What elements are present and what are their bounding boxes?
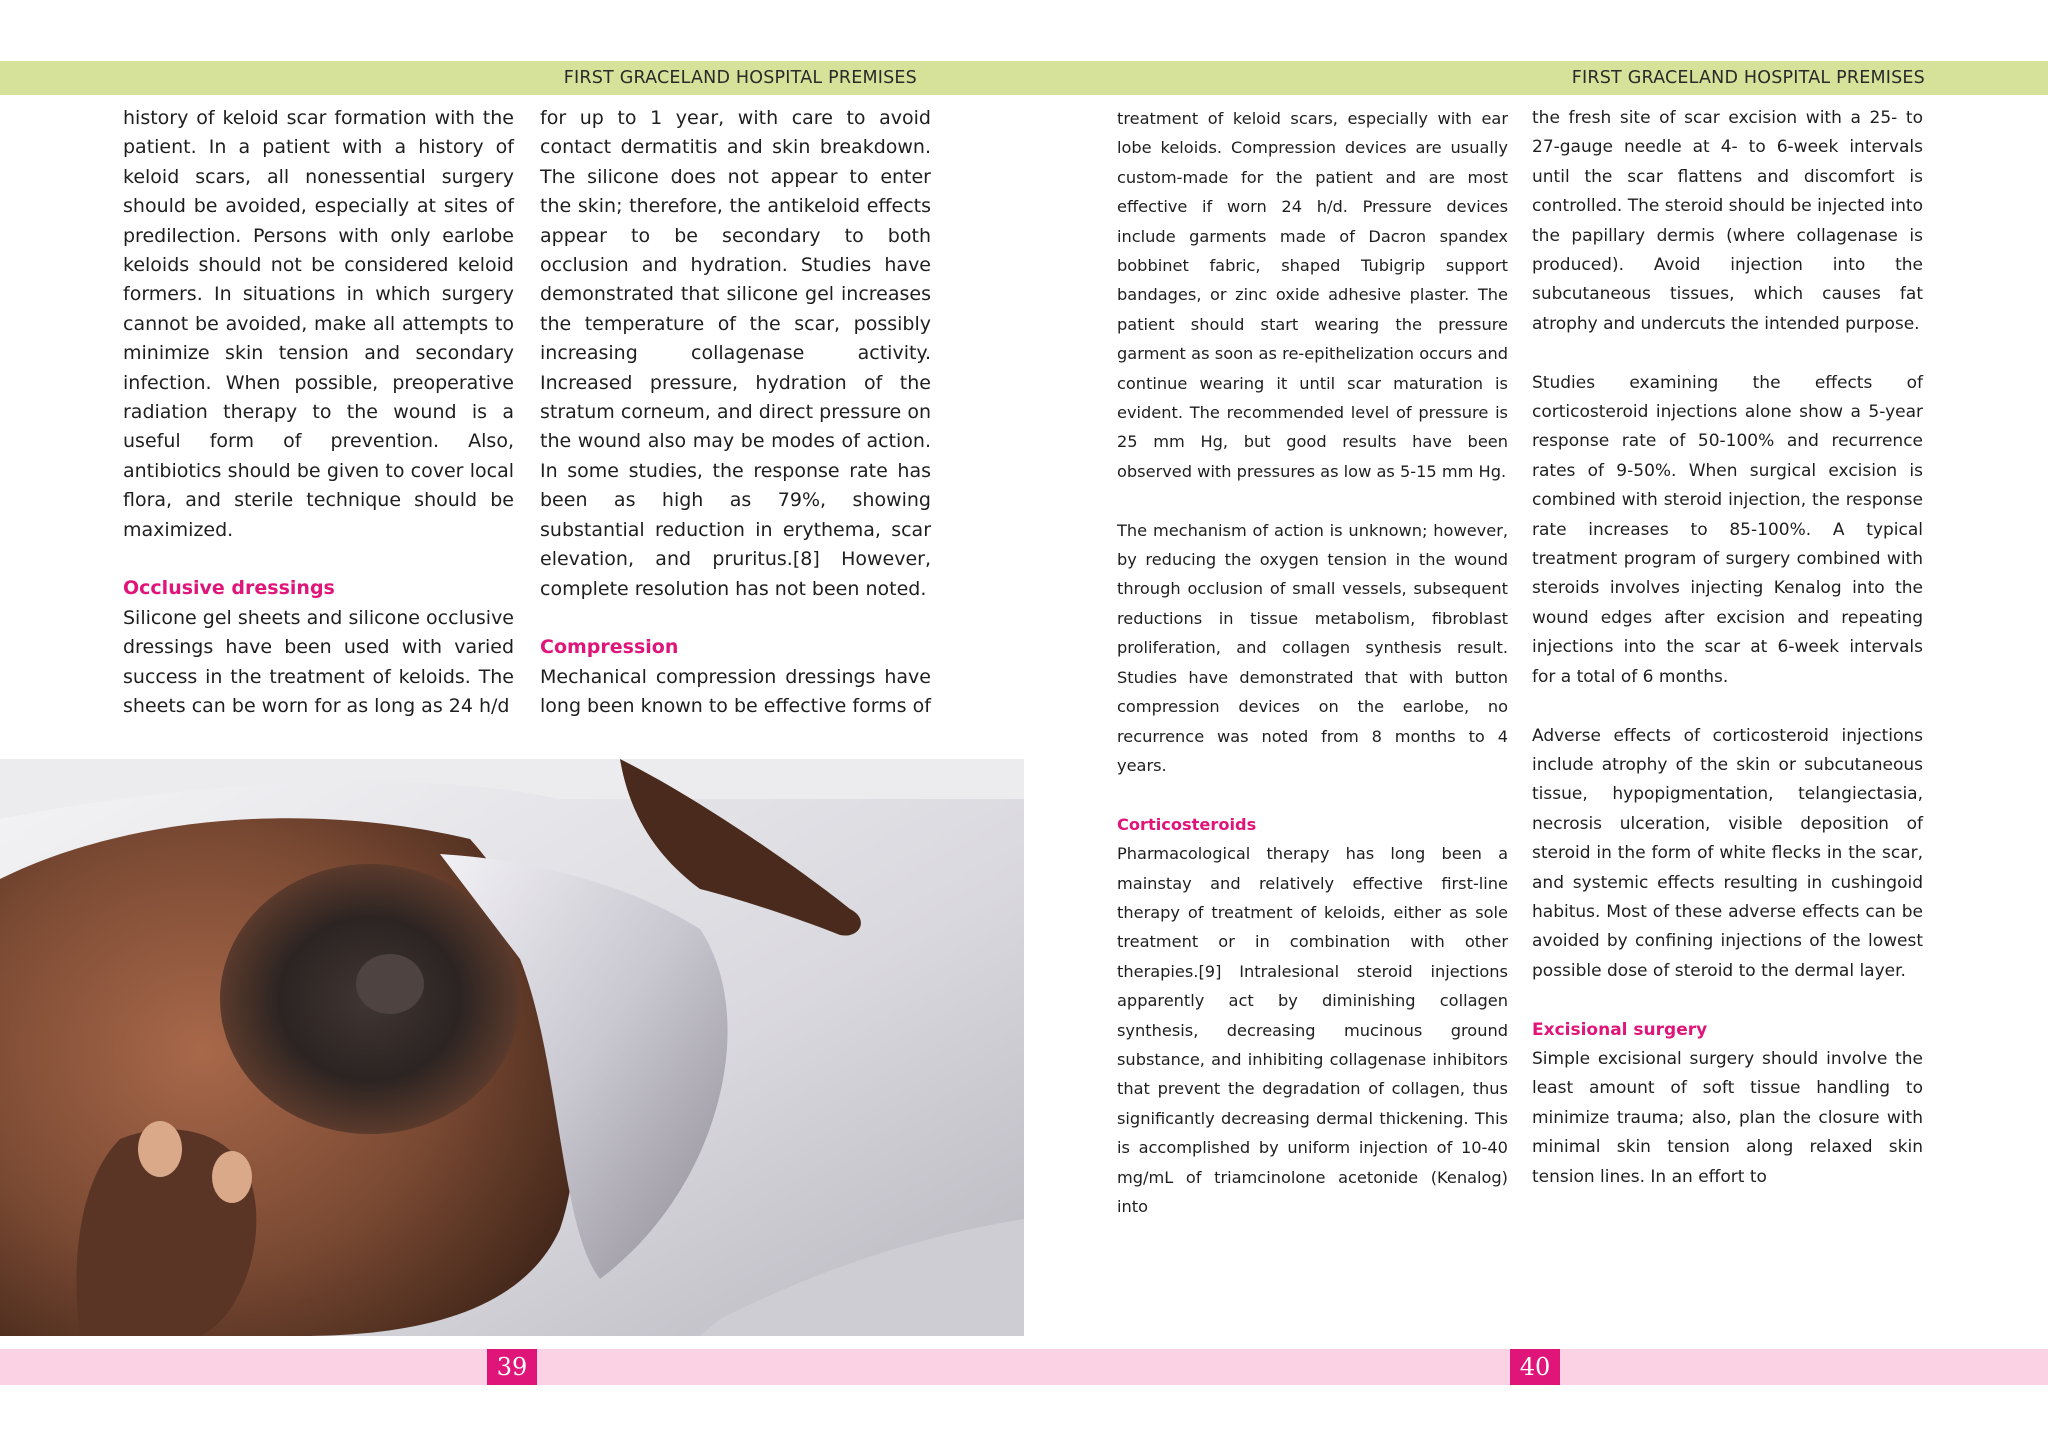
header-band-right	[1024, 61, 2048, 95]
paragraph-injection-technique: the fresh site of scar excision with a 25- to 27-gauge needle at 4- to 6-week intervals until the scar flattens and discomfort is controlled. The steroid should be injected into the papillary dermis (where collagenase is produced). Avoid injection into the subcutaneous tissues, which causes fat atrophy and undercuts the intended purpose.	[1532, 108, 1923, 334]
paragraph-keloid-prevention: history of keloid scar formation with the patient. In a patient with a history of keloid scars, all nonessential surgery should be avoided, especially at sites of predilection. Persons with only earlobe keloids should not be considered keloid formers. In situations in which surgery cannot be avoided, make all attempts to minimize skin tension and secondary infection. When possible, preoperative radiation therapy to the wound is a useful form of prevention. Also, antibiotics should be given to cover local flora, and sterile technique should be maximized.	[123, 107, 514, 541]
paragraph-adverse-effects: Adverse effects of corticosteroid injections include atrophy of the skin or subcutaneous tissue, hypopigmentation, telangiectasia, necrosis ulceration, visible deposition of steroid in the form of white flecks in the scar, and systemic effects resulting in cushingoid habitus. Most of these adverse effects can be avoided by confining injections of the lowest possible dose of steroid to the dermal layer.	[1532, 725, 1923, 981]
running-header-left: FIRST GRACELAND HOSPITAL PREMISES	[563, 68, 917, 88]
heading-corticosteroids: Corticosteroids	[1117, 814, 1257, 834]
running-header-right: FIRST GRACELAND HOSPITAL PREMISES	[1571, 68, 1925, 88]
paragraph-excisional-surgery: Simple excisional surgery should involve the least amount of soft tissue handling to minimize trauma; also, plan the closure with minimal skin tension along relaxed skin tension lines. In an effort to	[1532, 1048, 1923, 1187]
paragraph-mechanism: The mechanism of action is unknown; however, by reducing the oxygen tension in the wound through occlusion of small vessels, subsequent reductions in tissue metabolism, fibroblast proliferation, and collagen synthesis result. Studies have demonstrated that with button compression devices on the earlobe, no recurrence was noted from 8 months to 4 years.	[1117, 520, 1508, 775]
paragraph-silicone-effects: for up to 1 year, with care to avoid contact dermatitis and skin breakdown. The silicone does not appear to enter the skin; therefore, the antikeloid effects appear to be secondary to both occlusion and hydration. Studies have demonstrated that silicone gel increases the temperature of the scar, possibly increasing collagenase activity. Increased pressure, hydration of the stratum corneum, and direct pressure on the wound also may be modes of action. In some studies, the response rate has been as high as 79%, showing substantial reduction in erythema, scar elevation, and pruritus.[8] However, complete resolution has not been noted.	[540, 107, 931, 600]
heading-excisional-surgery: Excisional surgery	[1532, 1019, 1708, 1040]
header-band-left	[0, 61, 1024, 95]
paragraph-response-rates: Studies examining the effects of corticosteroid injections alone show a 5-year response rate of 50-100% and recurrence rates of 9-50%. When surgical excision is combined with steroid injection, the response rate increases to 85-100%. A typical treatment program of surgery combined with steroids involves injecting Kenalog into the wound edges after excision and repeating injections into the scar at 6-week intervals for a total of 6 months.	[1532, 372, 1923, 687]
column-2	[540, 104, 931, 722]
heading-occlusive-dressings: Occlusive dressings	[123, 577, 335, 600]
paragraph-silicone-sheets: Silicone gel sheets and silicone occlusive dressings have been used with varied success in the treatment of keloids. The sheets can be worn for as long as 24 h/d	[123, 606, 514, 718]
paragraph-compression-intro: Mechanical compression dressings have long been known to be effective forms of	[540, 665, 931, 718]
column-1	[123, 104, 514, 722]
page-number-right: 40	[1510, 1349, 1560, 1385]
footer-band-left	[0, 1349, 1024, 1385]
column-4	[1532, 104, 1923, 1192]
column-3	[1117, 104, 1508, 1221]
paragraph-compression-devices: treatment of keloid scars, especially with ear lobe keloids. Compression devices are usually custom-made for the patient and are most effective if worn 24 h/d. Pressure devices include garments made of Dacron spandex bobbinet fabric, shaped Tubigrip support bandages, or zinc oxide adhesive plaster. The patient should start wearing the pressure garment as soon as re-epithelization occurs and continue wearing it until scar maturation is evident. The recommended level of pressure is 25 mm Hg, but good results have been observed with pressures as low as 5-15 mm Hg.	[1117, 109, 1508, 481]
paragraph-pharmacological-therapy: Pharmacological therapy has long been a mainstay and relatively effective first-line therapy of treatment of keloids, either as sole treatment or in combination with other therapies.[9] Intralesional steroid injections apparently act by diminishing collagen synthesis, decreasing mucinous ground substance, and inhibiting collagenase inhibitors that prevent the degradation of collagen, thus significantly decreasing dermal thickening. This is accomplished by uniform injection of 10-40 mg/mL of triamcinolone acetonide (Kenalog) into	[1117, 844, 1508, 1216]
page-number-left: 39	[487, 1349, 537, 1385]
footer-band-right	[1024, 1349, 2048, 1385]
heading-compression: Compression	[540, 636, 679, 659]
clinical-photo-illustration	[0, 759, 1024, 1336]
clinical-photo	[0, 759, 1024, 1336]
